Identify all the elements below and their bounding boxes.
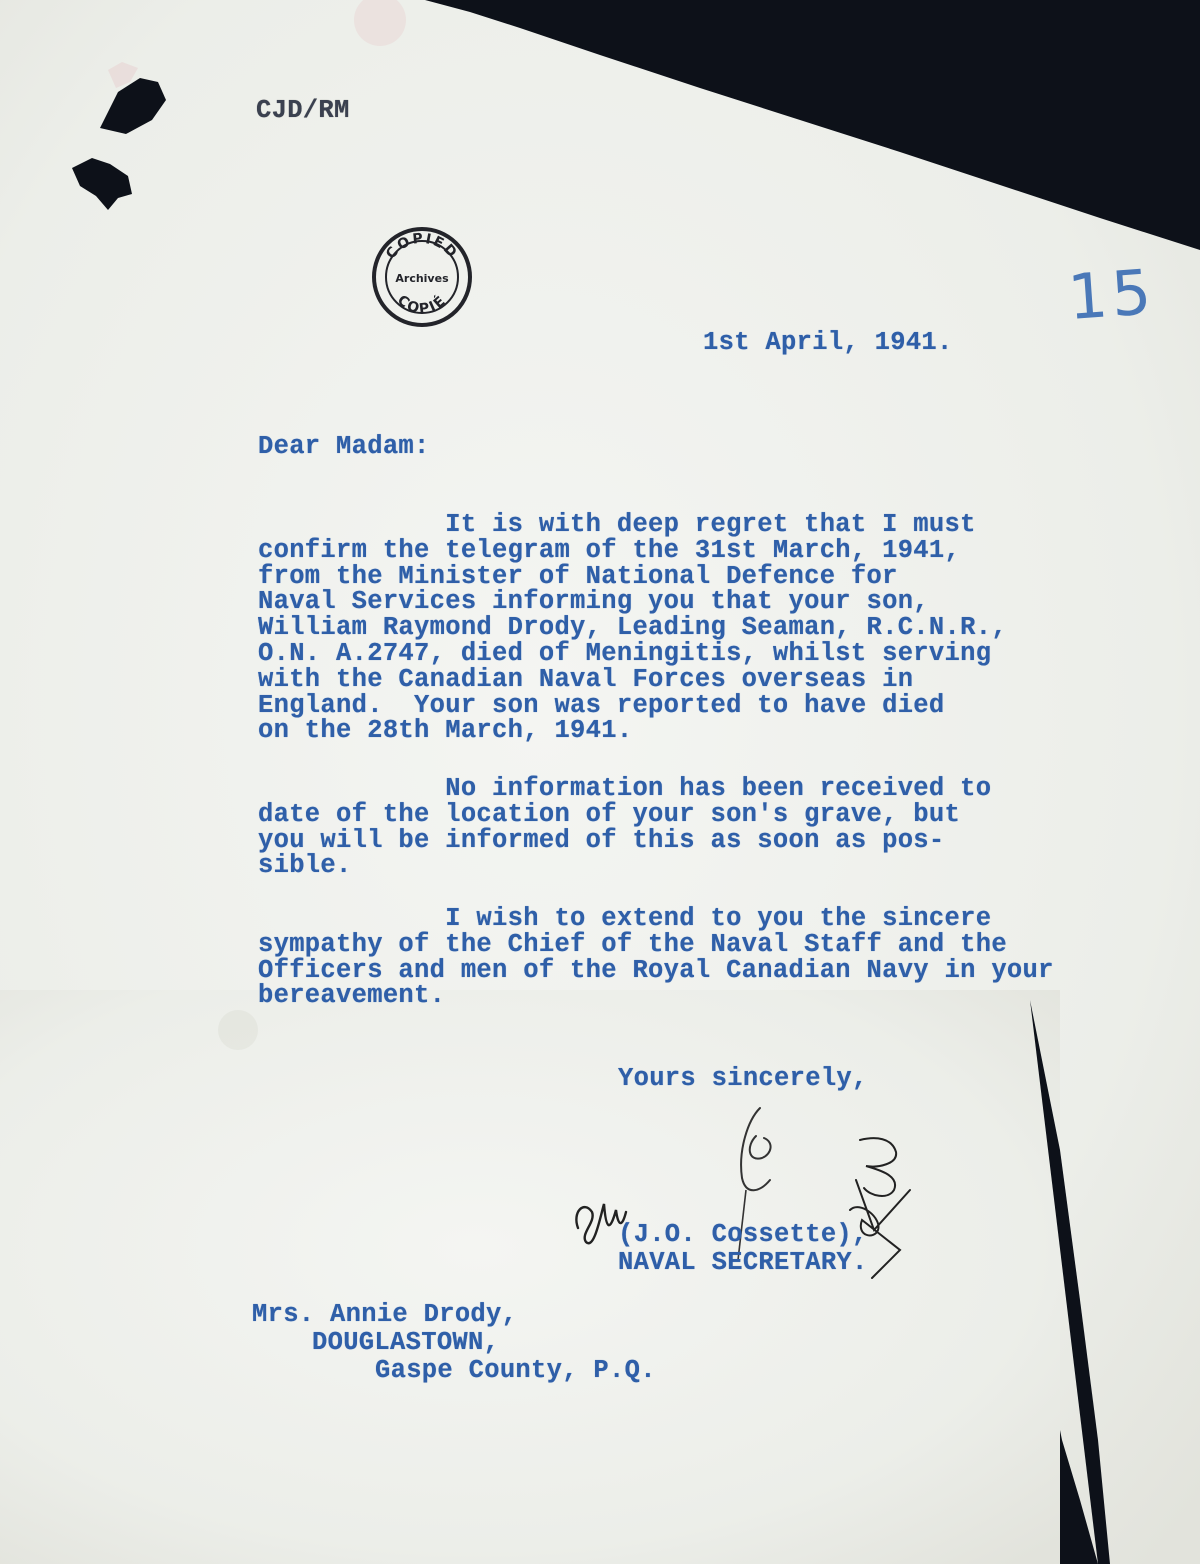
letter-date: 1st April, 1941. (703, 328, 953, 357)
stamp-bottom-text: COPIÉ (394, 292, 450, 318)
body-paragraph-2: No information has been received to date of the location of your son's grave, but you will be informed of this as soon as pos- sible. (258, 774, 992, 881)
handwritten-page-number: 15 (1065, 255, 1158, 334)
svg-text:COPIÉ (394, 292, 450, 318)
salutation: Dear Madam: (258, 432, 430, 461)
signatory-title: NAVAL SECRETARY. (618, 1248, 868, 1277)
addressee-county: Gaspe County, P.Q. (375, 1356, 656, 1385)
body-paragraph-1: It is with deep regret that I must confirm the telegram of the 31st March, 1941, from the Minister of National Defence for Naval Services informing you that your son, William Raymond Drody, Leading Seaman, R.C.N.R., O.N. A.2747, died of Meningitis, whilst serving with the Canadian Naval Forces overseas in England. Your son was reported to have died on the 28th March, 1941. (258, 510, 1007, 746)
signatory-name: (J.O. Cossette), (618, 1220, 868, 1249)
body-paragraph-3: I wish to extend to you the sincere sympathy of the Chief of the Naval Staff and the Officers and men of the Royal Canadian Navy in your bereavement. (258, 904, 1054, 1011)
stamp-top-text: COPIED (383, 230, 461, 263)
copied-archives-stamp (370, 225, 474, 329)
stamp-middle-text: Archives (395, 272, 449, 285)
addressee-name: Mrs. Annie Drody, (252, 1300, 518, 1329)
reference-initials: CJD/RM (256, 96, 350, 125)
closing: Yours sincerely, (618, 1064, 868, 1093)
addressee-town: DOUGLASTOWN, (312, 1328, 500, 1357)
